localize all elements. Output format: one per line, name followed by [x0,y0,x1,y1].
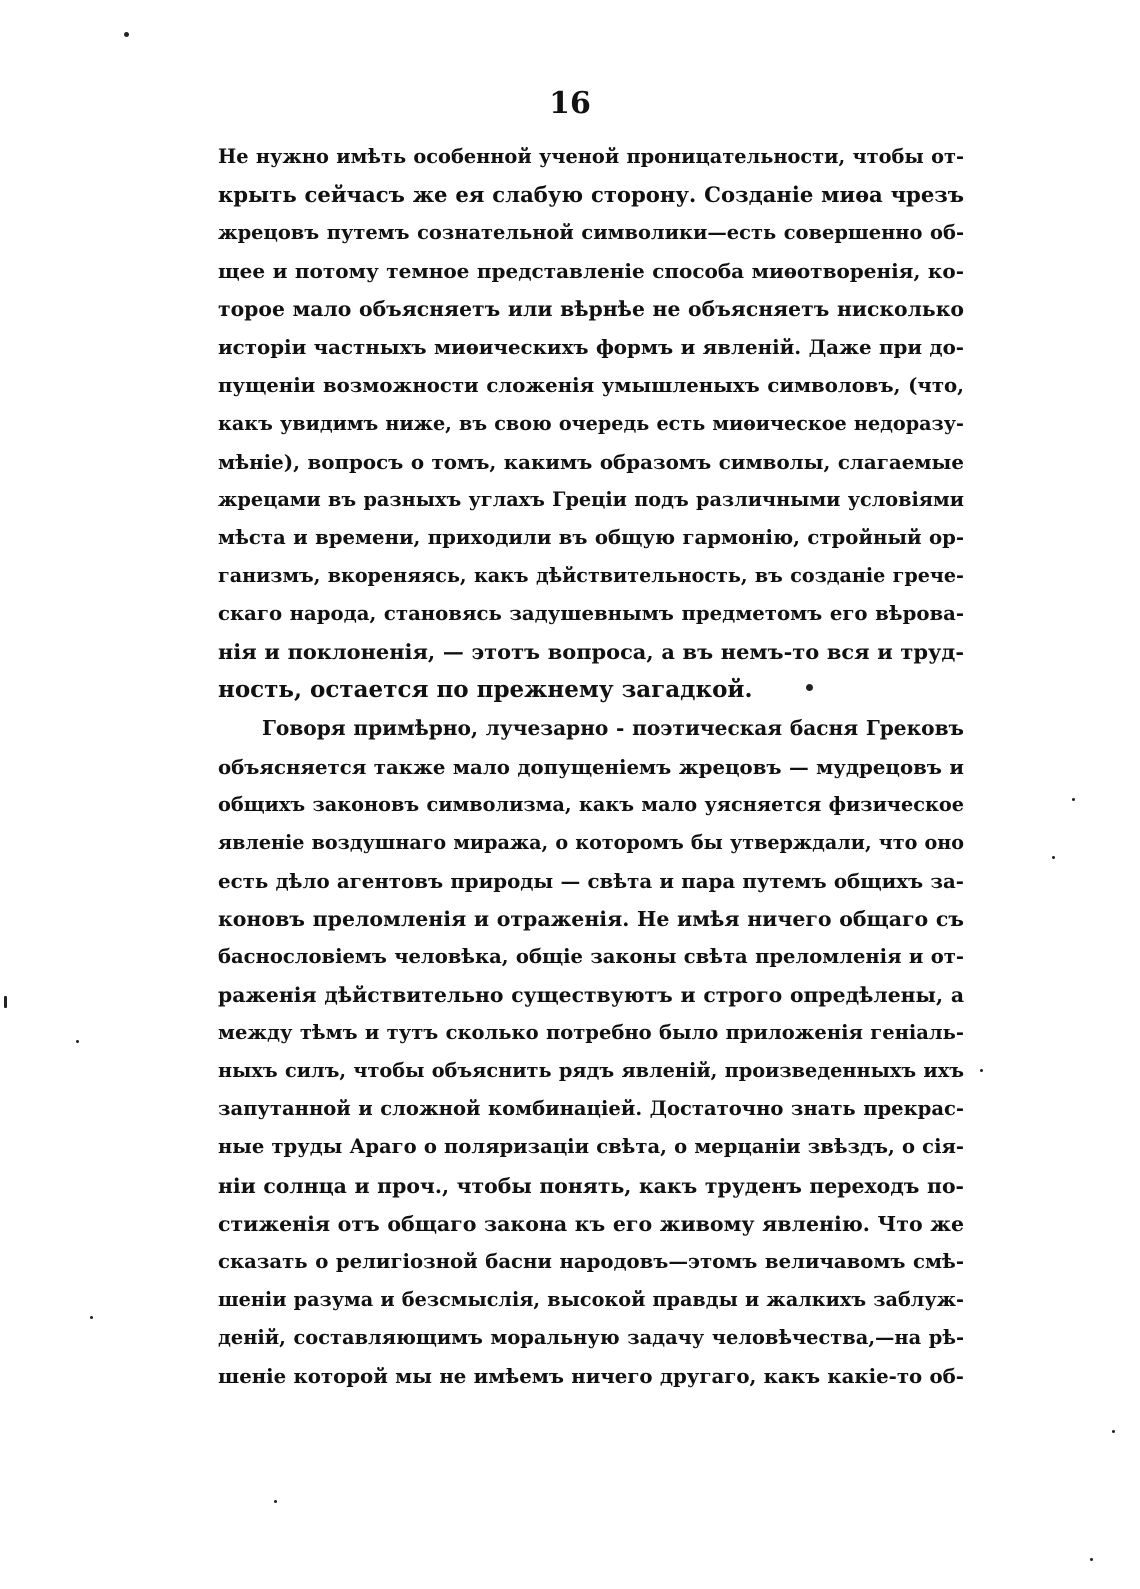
scan-speck [76,1040,79,1043]
text-line: исторіи частныхъ миѳическихъ формъ и явленій. Даже при до- [218,335,964,360]
text-line: коновъ преломленія и отраженія. Не имѣя ничего общаго съ [218,906,964,931]
page-number: 16 [549,86,591,121]
text-line: жрецовъ путемъ сознательной символики—есть совершенно об- [218,221,964,245]
scan-speck [1072,798,1075,801]
scan-speck [1052,856,1055,859]
text-line: стиженія отъ общаго закона къ его живому явленію. Что же [218,1211,964,1236]
text-line: Говоря примѣрно, лучезарно - поэтическая басня Грековъ [262,716,964,741]
scan-speck [4,996,7,1008]
text-line: явленіе воздушнаго миража, о которомъ бы утверждали, что оно [218,830,964,854]
text-line: жрецами въ разныхъ углахъ Греціи подъ различными условіями [218,487,964,511]
scan-speck [1112,1430,1115,1433]
text-line: между тѣмъ и тутъ сколько потребно было приложенія геніаль- [218,1021,964,1045]
text-line: пущеніи возможности сложенія умышленыхъ символовъ, (что, [218,373,964,397]
text-line: деній, составляющимъ моральную задачу человѣчества,—на рѣ- [218,1325,964,1349]
text-line: ные труды Араго о поляризаціи свѣта, о мерцаніи звѣздъ, о сія- [218,1135,964,1159]
text-line: мѣніе), вопросъ о томъ, какимъ образомъ символы, слагаемые [218,449,964,474]
text-line: крыть сейчасъ же ея слабую сторону. Созданіе миѳа чрезъ [218,182,964,208]
scan-speck [806,684,813,691]
text-line: ныхъ силъ, чтобы объяснить рядъ явленій, произведенныхъ ихъ [218,1059,964,1083]
text-line: скаго народа, становясь задушевнымъ предметомъ его вѣрова- [218,602,964,626]
text-line: запутанной и сложной комбинацiей. Достаточно знать прекрас- [218,1097,964,1121]
text-line: шеніе которой мы не имѣемъ ничего другаго, какъ какіе-то об- [218,1364,964,1388]
text-line: баснословіемъ человѣка, общіе законы свѣта преломленія и от- [218,944,964,968]
text-line: есть дѣло агентовъ природы — свѣта и пара путемъ общихъ за- [218,868,964,893]
text-line: общихъ законовъ символизма, какъ мало уясняется физическое [218,792,964,816]
text-line: ность, остается по прежнему загадкой. [218,676,753,704]
scan-speck [980,1069,983,1072]
text-line: какъ увидимъ ниже, въ свою очередь есть миѳическое недоразу- [218,411,964,435]
scan-speck [274,1500,277,1503]
text-line: ніи солнца и проч., чтобы понять, какъ труденъ переходъ по- [218,1173,964,1198]
text-line: ганизмъ, вкореняясь, какъ дѣйствительность, въ созданіе грече- [218,564,964,588]
scan-speck [90,1316,93,1319]
text-line: торое мало объясняетъ или вѣрнѣе не объясняетъ нисколько [218,297,964,322]
scan-speck [124,32,129,37]
text-line: нія и поклоненія, — этотъ вопроса, а въ немъ-то вся и труд- [218,639,964,665]
text-line: мѣста и времени, приходили въ общую гармонію, стройный ор- [218,525,964,549]
text-line: сказать о религіозной басни народовъ—этомъ величавомъ смѣ- [218,1249,964,1273]
body-text [218,138,964,1395]
text-line: раженія дѣйствительно существуютъ и строго опредѣлены, а [218,983,964,1008]
scan-speck [1090,1558,1093,1561]
text-line: шеніи разума и безсмыслія, высокой правды и жалкихъ заблуж- [218,1287,964,1311]
text-line: щее и потому темное представленіе способа миѳотворенія, ко- [218,259,964,284]
text-line: объясняется также мало допущеніемъ жрецовъ — мудрецовъ и [218,754,964,779]
text-line: Не нужно имѣть особенной ученой проницательности, чтобы от- [218,145,964,168]
